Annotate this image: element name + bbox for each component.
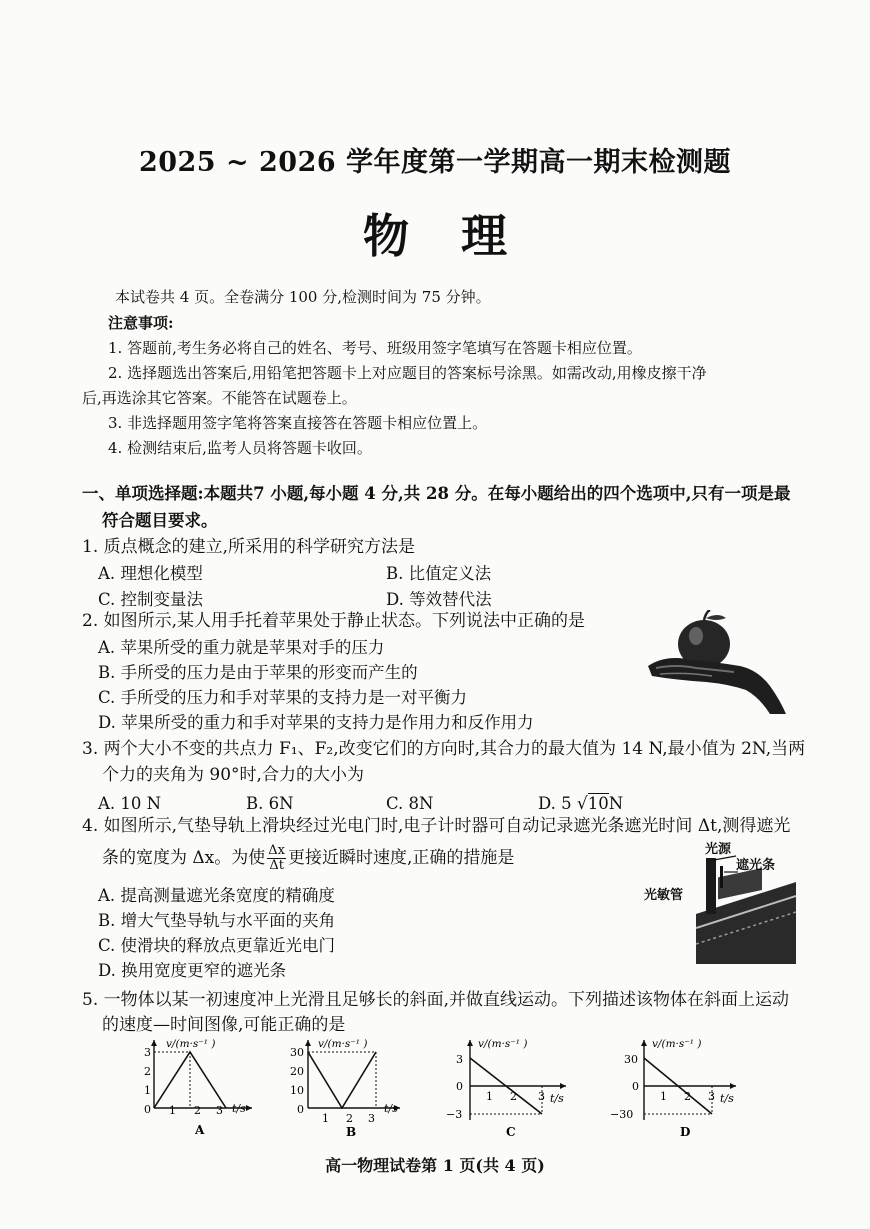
q2-option-b: B. 手所受的压力是由于苹果的形变而产生的 — [98, 663, 418, 682]
q1-option-a: A. 理想化模型 — [98, 564, 203, 583]
graph-a-ytick: 0 — [144, 1103, 151, 1116]
q1-option-b: B. 比值定义法 — [386, 564, 492, 583]
graph-a-caption: A — [195, 1123, 205, 1137]
graph-b-xtick: 1 — [322, 1112, 329, 1125]
fraction-denominator: Δt — [269, 858, 284, 873]
graph-b-xtick: 2 — [346, 1112, 353, 1125]
graph-c-y-label: v/(m·s⁻¹ ) — [478, 1038, 528, 1050]
q3-option-d-unit: N — [608, 794, 624, 813]
graph-c-caption: C — [506, 1125, 516, 1139]
q2-option-a: A. 苹果所受的重力就是苹果对手的压力 — [98, 638, 385, 657]
label-photo-tube: 光敏管 — [644, 888, 684, 903]
graph-a-y-label: v/(m·s⁻¹ ) — [166, 1038, 216, 1050]
question-4-stem: 4. 如图所示,气垫导轨上滑块经过光电门时,电子计时器可自动记录遮光条遮光时间 Δt,测得遮光 — [82, 816, 791, 836]
sqrt-sign-icon: √ — [576, 794, 588, 814]
section-heading-cont: 符合题目要求。 — [102, 511, 218, 530]
graph-b-caption: B — [346, 1125, 357, 1139]
graph-c-xtick: 2 — [510, 1090, 517, 1103]
graph-a-xtick: 2 — [194, 1104, 201, 1117]
graph-d-y-label: v/(m·s⁻¹ ) — [652, 1038, 702, 1050]
graph-a-ytick: 2 — [144, 1065, 151, 1078]
notice-heading: 注意事项: — [108, 314, 174, 332]
section-heading: 一、单项选择题:本题共7 小题,每小题 4 分,共 28 分。在每小题给出的四个选项中,只有一项是最 — [82, 484, 791, 503]
question-3-stem-cont: 个力的夹角为 90°时,合力的大小为 — [102, 765, 364, 785]
q1-option-d: D. 等效替代法 — [386, 590, 492, 609]
question-1-stem: 1. 质点概念的建立,所采用的科学研究方法是 — [82, 537, 416, 557]
graph-d-ytick: 30 — [624, 1053, 638, 1066]
q3-option-a: A. 10 N — [98, 794, 162, 813]
graph-a-xtick: 3 — [216, 1104, 223, 1117]
graph-b-ytick: 0 — [297, 1103, 304, 1116]
q3-option-c: C. 8N — [386, 794, 434, 813]
graph-d-ytick: −30 — [610, 1108, 634, 1121]
graph-c — [440, 1036, 580, 1142]
exam-summary: 本试卷共 4 页。全卷满分 100 分,检测时间为 75 分钟。 — [115, 288, 491, 306]
q4-stem-pre: 条的宽度为 Δx。为使 — [102, 848, 266, 868]
question-2-stem: 2. 如图所示,某人用手托着苹果处于静止状态。下列说法中正确的是 — [82, 611, 586, 631]
q2-option-d: D. 苹果所受的重力和手对苹果的支持力是作用力和反作用力 — [98, 713, 534, 732]
graph-d-caption: D — [680, 1125, 691, 1139]
q4-option-b: B. 增大气垫导轨与水平面的夹角 — [98, 911, 336, 930]
q4-stem-post: 更接近瞬时速度,正确的措施是 — [288, 848, 515, 868]
q4-option-d: D. 换用宽度更窄的遮光条 — [98, 961, 287, 980]
graph-b — [284, 1036, 414, 1142]
graph-b-xtick: 3 — [368, 1112, 375, 1125]
q4-option-c: C. 使滑块的释放点更靠近光电门 — [98, 936, 336, 955]
graph-a-ytick: 1 — [144, 1084, 151, 1097]
graph-c-x-arrow-icon — [560, 1083, 566, 1089]
graph-b-ytick: 20 — [290, 1065, 304, 1078]
graph-b-ytick: 10 — [290, 1084, 304, 1097]
graph-c-xtick: 1 — [486, 1090, 493, 1103]
graph-b-x-label: t/s — [384, 1102, 398, 1115]
notice-item-4: 4. 检测结束后,监考人员将答题卡收回。 — [108, 439, 372, 457]
fraction-numerator: Δx — [268, 843, 286, 858]
question-5-stem: 5. 一物体以某一初速度冲上光滑且足够长的斜面,并做直线运动。下列描述该物体在斜面上运动 — [82, 990, 790, 1010]
graph-c-xtick: 3 — [538, 1090, 545, 1103]
notice-item-1: 1. 答题前,考生务必将自己的姓名、考号、班级用签字笔填写在答题卡相应位置。 — [108, 339, 642, 357]
graph-d — [602, 1036, 752, 1142]
q4-option-a: A. 提高测量遮光条宽度的精确度 — [98, 886, 335, 905]
graph-c-x-label: t/s — [550, 1092, 564, 1105]
q3-option-b: B. 6N — [246, 794, 294, 813]
graph-c-y-arrow-icon — [467, 1040, 473, 1046]
graph-b-ytick: 30 — [290, 1046, 304, 1059]
graph-b-y-arrow-icon — [305, 1040, 311, 1046]
graph-a — [140, 1036, 270, 1142]
graph-a-y-arrow-icon — [151, 1040, 157, 1046]
graph-a-x-arrow-icon — [246, 1105, 252, 1111]
graph-d-ytick: 0 — [632, 1080, 639, 1093]
q3-option-d-radicand: 10 — [587, 794, 609, 813]
notice-item-2-cont: 后,再选涂其它答案。不能答在试题卷上。 — [82, 389, 357, 407]
q3-option-d-prefix: D. 5 — [538, 794, 577, 813]
notice-item-3: 3. 非选择题用签字笔将答案直接答在答题卡相应位置上。 — [108, 414, 488, 432]
graph-a-ytick: 3 — [144, 1046, 151, 1059]
graph-a-xtick: 1 — [169, 1104, 176, 1117]
notice-item-2: 2. 选择题选出答案后,用铅笔把答题卡上对应题目的答案标号涂黑。如需改动,用橡皮擦干净 — [108, 364, 707, 382]
q1-option-c: C. 控制变量法 — [98, 590, 204, 609]
exam-title: 2025 ~ 2026 学年度第一学期高一期末检测题 — [138, 147, 732, 178]
graph-c-ytick: 3 — [456, 1053, 463, 1066]
subject-title: 物理 — [363, 209, 559, 263]
question-4-stem-cont — [102, 844, 514, 873]
graph-c-ytick: 0 — [456, 1080, 463, 1093]
graph-c-ytick: −3 — [446, 1108, 463, 1121]
graph-b-y-label: v/(m·s⁻¹ ) — [318, 1038, 368, 1050]
fraction — [267, 844, 286, 873]
graph-d-xtick: 2 — [684, 1090, 691, 1103]
graph-d-x-arrow-icon — [730, 1083, 736, 1089]
graph-d-y-arrow-icon — [641, 1040, 647, 1046]
page-footer: 高一物理试卷第 1 页(共 4 页) — [325, 1156, 545, 1175]
graph-b-line — [308, 1052, 376, 1108]
question-5-stem-cont: 的速度—时间图像,可能正确的是 — [102, 1015, 346, 1035]
label-light-source: 光源 — [705, 842, 732, 857]
graph-d-xtick: 3 — [708, 1090, 715, 1103]
graph-d-x-label: t/s — [720, 1092, 734, 1105]
label-shading-strip: 遮光条 — [736, 858, 776, 873]
apple-on-hand-figure — [646, 610, 786, 718]
graph-d-xtick: 1 — [660, 1090, 667, 1103]
graph-a-x-label: t/s — [232, 1102, 246, 1115]
q2-option-c: C. 手所受的压力和手对苹果的支持力是一对平衡力 — [98, 688, 468, 707]
question-3-stem: 3. 两个大小不变的共点力 F₁、F₂,改变它们的方向时,其合力的最大值为 14 N,最小值为 2N,当两 — [82, 739, 806, 759]
